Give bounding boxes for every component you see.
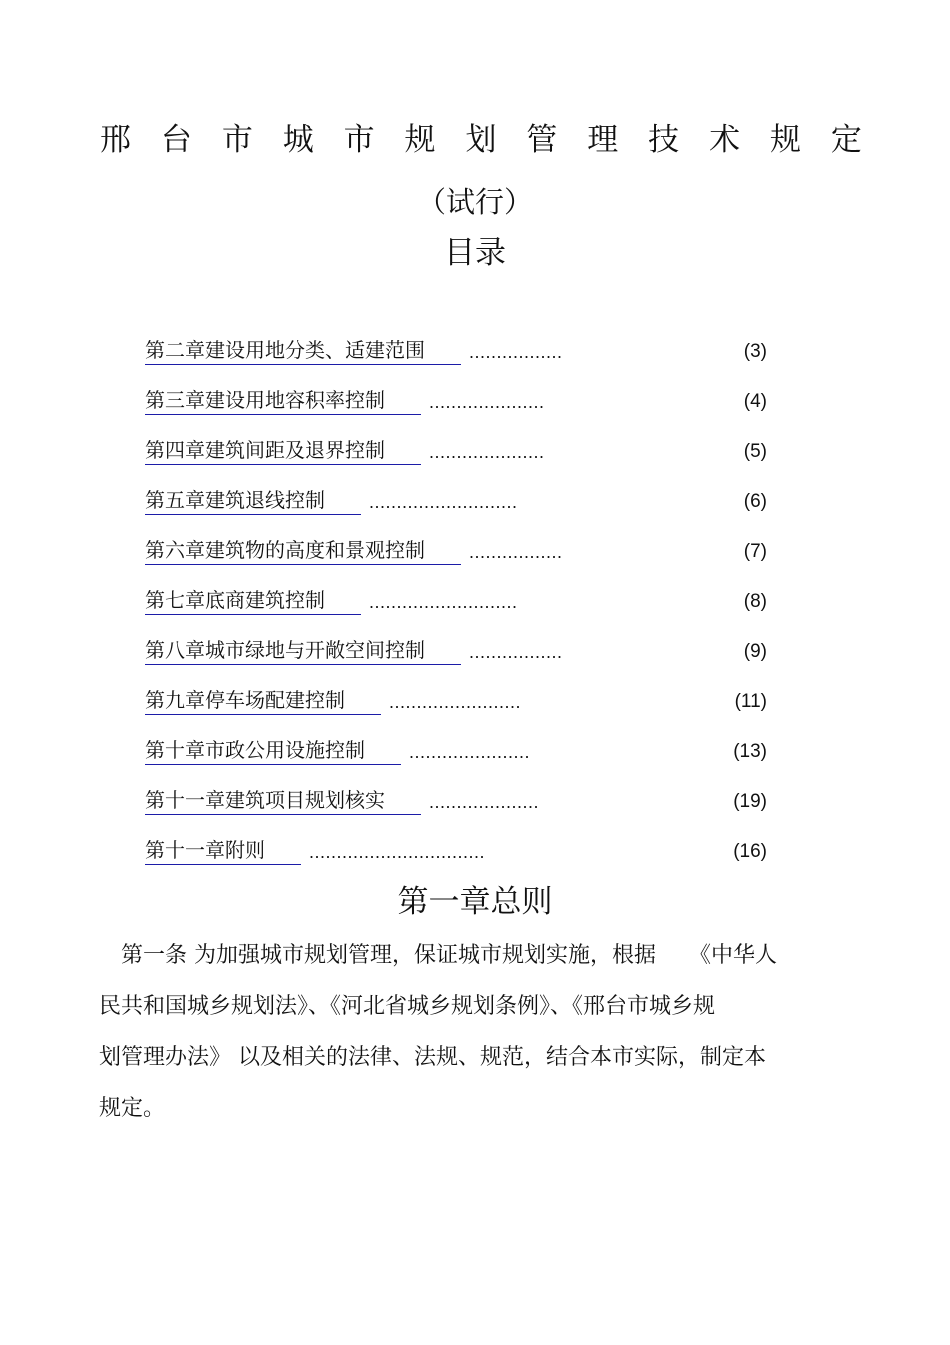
- document-title: [100, 118, 862, 162]
- toc-page-number: (6): [743, 491, 767, 512]
- toc-row: [145, 736, 767, 770]
- toc-leader-dots: ................................: [309, 842, 486, 862]
- toc-page-number: (3): [743, 341, 767, 362]
- toc-row: [145, 336, 767, 370]
- title-char: 规: [404, 122, 436, 158]
- title-char: 规: [769, 122, 801, 158]
- article-paragraph: [99, 930, 859, 1134]
- title-char: 定: [830, 122, 862, 158]
- toc-leader-dots: ...........................: [369, 592, 518, 612]
- toc-row: [145, 686, 767, 720]
- toc-link[interactable]: 第七章底商建筑控制: [145, 586, 361, 615]
- toc-leader-dots: ........................: [389, 692, 522, 712]
- toc-row: [145, 486, 767, 520]
- toc-leader-dots: .....................: [429, 442, 545, 462]
- toc-row: [145, 786, 767, 820]
- toc-page-number: (8): [743, 591, 767, 612]
- title-char: 城: [282, 122, 314, 158]
- toc-row: [145, 386, 767, 420]
- title-char: 市: [221, 122, 253, 158]
- title-char: 技: [648, 122, 680, 158]
- toc-page-number: (7): [743, 541, 767, 562]
- toc-link[interactable]: 第三章建设用地容积率控制: [145, 386, 421, 415]
- toc-row: [145, 536, 767, 570]
- toc-page-number: (11): [734, 691, 767, 712]
- toc-leader-dots: .....................: [429, 392, 545, 412]
- toc-page-number: (19): [733, 791, 767, 812]
- title-char: 理: [587, 122, 619, 158]
- toc-leader-dots: ...........................: [369, 492, 518, 512]
- toc-page-number: (13): [733, 741, 767, 762]
- toc-link[interactable]: 第十一章附则: [145, 836, 301, 865]
- toc-link[interactable]: 第十一章建筑项目规划核实: [145, 786, 421, 815]
- toc-row: [145, 636, 767, 670]
- toc-row: [145, 836, 767, 870]
- toc-link[interactable]: 第二章建设用地分类、适建范围: [145, 336, 461, 365]
- toc-link[interactable]: 第九章停车场配建控制: [145, 686, 381, 715]
- toc-page-number: (4): [743, 391, 767, 412]
- toc-link[interactable]: 第十章市政公用设施控制: [145, 736, 401, 765]
- toc-leader-dots: .................: [469, 542, 563, 562]
- toc-leader-dots: ....................: [429, 792, 540, 812]
- title-char: 邢: [100, 122, 131, 158]
- toc-leader-dots: ......................: [409, 742, 531, 762]
- article-line: 规定。: [99, 1096, 166, 1121]
- title-char: 管: [526, 122, 558, 158]
- title-char: 划: [465, 122, 497, 158]
- toc-link[interactable]: 第五章建筑退线控制: [145, 486, 361, 515]
- title-char: 台: [160, 122, 192, 158]
- toc-link[interactable]: 第六章建筑物的高度和景观控制: [145, 536, 461, 565]
- chapter-heading: 第一章总则: [397, 884, 553, 920]
- toc-leader-dots: .................: [469, 342, 563, 362]
- toc-page-number: (5): [743, 441, 767, 462]
- title-char: 术: [709, 122, 741, 158]
- article-line: 划管理办法》 以及相关的法律、法规、规范，结合本市实际，制定本: [99, 1045, 766, 1070]
- toc-page-number: (9): [743, 641, 767, 662]
- toc-row: [145, 586, 767, 620]
- document-subtitle: （试行）: [416, 185, 533, 219]
- toc-row: [145, 436, 767, 470]
- article-line: 第一条 为加强城市规划管理，保证城市规划实施，根据 《中华人: [99, 943, 777, 968]
- toc-link[interactable]: 第八章城市绿地与开敞空间控制: [145, 636, 461, 665]
- toc-heading: 目录: [444, 235, 506, 271]
- title-char: 市: [343, 122, 375, 158]
- toc-page-number: (16): [733, 841, 767, 862]
- toc-link[interactable]: 第四章建筑间距及退界控制: [145, 436, 421, 465]
- article-line: 民共和国城乡规划法》、《河北省城乡规划条例》、《邢台市城乡规: [99, 994, 716, 1019]
- toc-leader-dots: .................: [469, 642, 563, 662]
